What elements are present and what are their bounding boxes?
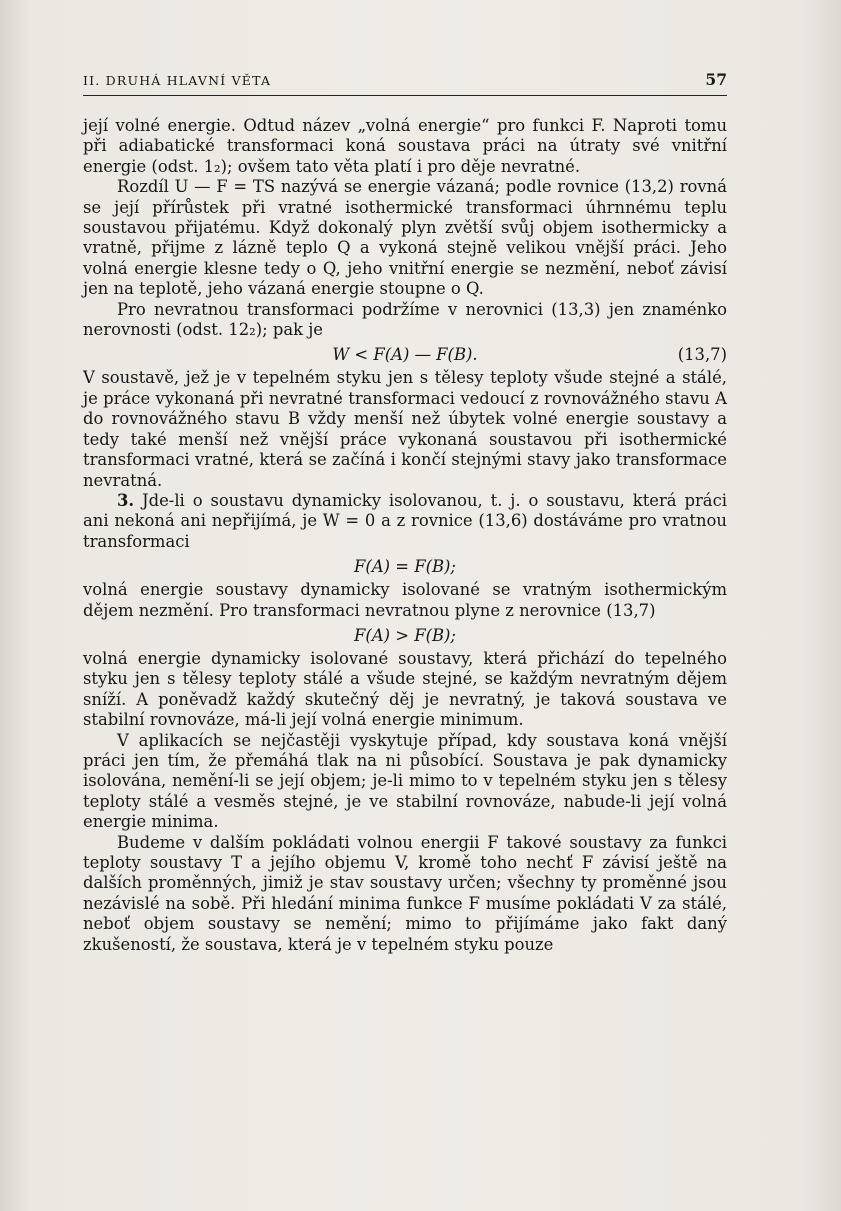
equation-13-7 — [83, 344, 727, 366]
paragraph-6: volná energie soustavy dynamicky isolované se vratným isothermickým dějem nezmění. Pro transformaci nevratnou plyne z nerovnice (13,7) — [83, 580, 727, 620]
running-head: II. DRUHÁ HLAVNÍ VĚTA — [83, 73, 272, 88]
paragraph-8: V aplikacích se nejčastěji vyskytuje případ, kdy soustava koná vnější práci jen tím, že přemáhá tlak na ni působící. Soustava je pak dynamicky isolována, nemění-li se její objem; je-li mimo to v tepelném styku jen s tělesy teploty stálé a vesměs stejné, je ve stabilní rovnováze, nabude-li její volná energie minima. — [83, 730, 727, 832]
equation-13-7-number: (13,7) — [677, 345, 727, 365]
page-number: 57 — [705, 70, 727, 89]
page-body — [83, 116, 727, 955]
paragraph-4: V soustavě, jež je v tepelném styku jen s tělesy teploty všude stejné a stálé, je práce vykonaná při nevratné transformaci vedoucí z rovnovážného stavu A do rovnovážného stavu B vždy menší než úbytek volné energie soustavy a tedy také menší než vnější práce vykonaná soustavou při isothermické transformaci vratné, která se začíná i končí stejnými stavy jako transformace nevratná. — [83, 368, 727, 490]
equation-free-energy-greater — [83, 625, 727, 647]
paragraph-5 — [83, 491, 727, 552]
equation-free-energy-greater-formula: F(A) > F(B); — [354, 625, 456, 645]
equation-13-7-formula: W < F(A) — F(B). — [332, 345, 478, 365]
equation-free-energy-equal — [83, 556, 727, 578]
paragraph-3: Pro nevratnou transformaci podržíme v nerovnici (13,3) jen znaménko nerovnosti (odst. 12₂); pak je — [83, 299, 727, 340]
section-number: 3. — [117, 490, 135, 510]
paragraph-7: volná energie dynamicky isolované soustavy, která přichází do tepelného styku jen s tělesy teploty stálé a všude stejné, se každým nevratným dějem sníží. A poněvadž každý skutečný děj je nevratný, je taková soustava ve stabilní rovnováze, má-li její volná energie minimum. — [83, 648, 727, 730]
paragraph-1: její volné energie. Odtud název „volná energie“ pro funkci F. Naproti tomu při adiabatické transformaci koná soustava práci na útraty své vnitřní energie (odst. 1₂); ovšem tato věta platí i pro děje nevratné. — [83, 116, 727, 176]
equation-free-energy-equal-formula: F(A) = F(B); — [354, 556, 456, 576]
page-header — [83, 70, 727, 96]
paragraph-9: Budeme v dalším pokládati volnou energii F takové soustavy za funkci teploty soustavy T a jejího objemu V, kromě toho nechť F závisí ještě na dalších proměnných, jimiž je stav soustavy určen; všechny ty proměnné jsou nezávislé na sobě. Při hledání minima funkce F musíme pokládati V za stálé, neboť objem soustavy se nemění; mimo to přijímáme jako fakt daný zkušeností, že soustava, která je v tepelném styku pouze — [83, 832, 727, 954]
paragraph-2: Rozdíl U — F = TS nazývá se energie vázaná; podle rovnice (13,2) rovná se její přírůstek při vratné isothermické transformaci úhrnnému teplu soustavou přijatému. Když dokonalý plyn zvětší svůj objem isothermicky a vratně, přijme z lázně teplo Q a vykoná stejně velikou vnější práci. Jeho volná energie klesne tedy o Q, jeho vnitřní energie se nezmění, neboť závisí jen na teplotě, jeho vázaná energie stoupne o Q. — [83, 177, 727, 299]
paragraph-5-text: Jde-li o soustavu dynamicky isolovanou, t. j. o soustavu, která práci ani nekoná ani nepřijímá, je W = 0 a z rovnice (13,6) dostáváme pro vratnou transformaci — [83, 490, 727, 551]
